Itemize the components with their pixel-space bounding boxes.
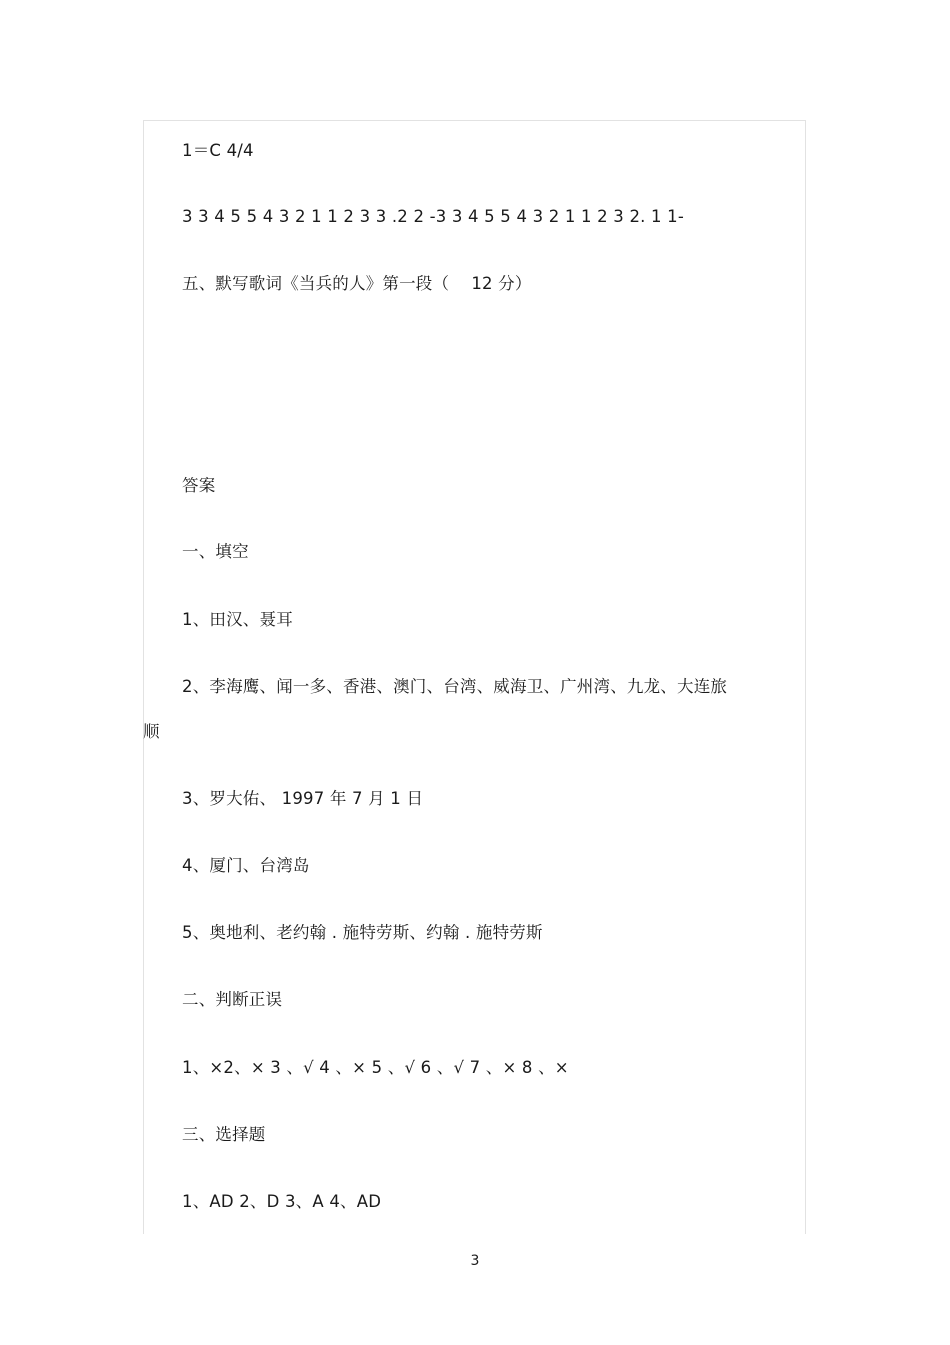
fill-answer-1: 1、田汉、聂耳 — [182, 610, 293, 629]
key-signature: 1＝C 4/4 — [182, 141, 254, 160]
melody-notation: 3 3 4 5 5 4 3 2 1 1 2 3 3 .2 2 -3 3 4 5 5 4 3 2 1 1 2 3 2. 1 1- — [182, 207, 685, 226]
section-2-title: 二、判断正误 — [182, 990, 283, 1009]
choice-answers: 1、AD 2、D 3、A 4、AD — [182, 1192, 382, 1211]
section-5-title: 五、默写歌词《当兵的人》第一段（ 12 分） — [182, 274, 532, 293]
fill-answer-5: 5、奥地利、老约翰 . 施特劳斯、约翰 . 施特劳斯 — [182, 923, 543, 942]
fill-answer-2: 2、李海鹰、闻一多、香港、澳门、台湾、威海卫、广州湾、九龙、大连旅 — [182, 677, 728, 696]
answers-heading: 答案 — [182, 476, 216, 495]
section-1-title: 一、填空 — [182, 542, 249, 561]
page-number: 3 — [470, 1253, 480, 1269]
section-3-title: 三、选择题 — [182, 1125, 266, 1144]
fill-answer-4: 4、厦门、台湾岛 — [182, 856, 310, 875]
fill-answer-3: 3、罗大佑、 1997 年 7 月 1 日 — [182, 789, 424, 808]
fill-answer-2-continuation: 顺 — [143, 722, 160, 741]
judge-answers: 1、×2、× 3 、√ 4 、× 5 、√ 6 、√ 7 、× 8 、× — [182, 1058, 569, 1077]
